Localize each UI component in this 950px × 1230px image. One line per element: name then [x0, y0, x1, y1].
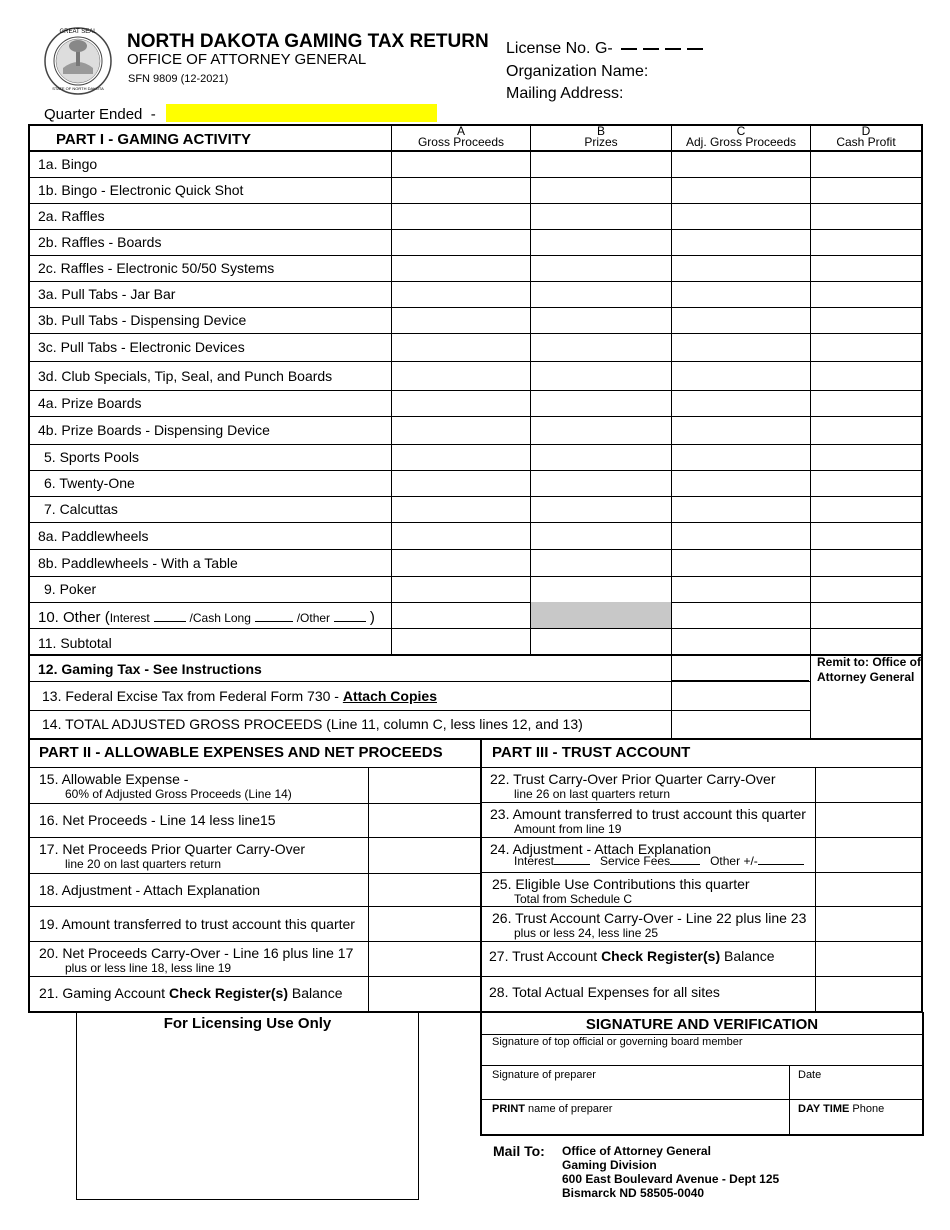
part1-value-cell[interactable] — [672, 445, 809, 469]
signature-title: SIGNATURE AND VERIFICATION — [585, 1016, 819, 1033]
part1-value-cell[interactable] — [531, 151, 670, 176]
part1-value-cell[interactable] — [531, 550, 670, 575]
row-27-trust-register — [489, 948, 775, 964]
organization-name-label: Organization Name: — [506, 63, 649, 80]
row-10-prefix: 10. Other ( — [38, 609, 110, 626]
part2-row-sublabel: line 20 on last quarters return — [65, 857, 222, 871]
part1-value-cell[interactable] — [531, 445, 670, 469]
quarter-ended-label: Quarter Ended - — [44, 106, 156, 123]
part1-value-cell[interactable] — [811, 497, 921, 521]
remit-to-note: Remit to: Office of Attorney General — [817, 655, 921, 684]
print-name-label — [492, 1103, 612, 1115]
part2-value-cell[interactable] — [369, 942, 479, 975]
row-10-other-label: /Other — [296, 611, 331, 625]
part1-row-rule — [28, 602, 922, 603]
row-24-fees: Service Fees — [600, 854, 671, 868]
part1-value-cell[interactable] — [811, 282, 921, 306]
part1-value-cell[interactable] — [811, 151, 921, 176]
part3-row-label: 22. Trust Carry-Over Prior Quarter Carry-Over — [490, 771, 776, 787]
part1-value-cell[interactable] — [811, 178, 921, 202]
license-number-field[interactable] — [506, 40, 709, 58]
part2-value-cell[interactable] — [369, 977, 479, 1010]
col-b-label: Prizes — [584, 135, 618, 149]
part1-row-label: 2c. Raffles - Electronic 50/50 Systems — [38, 260, 275, 276]
row-24-other: Other +/- — [710, 854, 758, 868]
part1-row-label: 4a. Prize Boards — [38, 395, 142, 411]
official-signature-label: Signature of top official or governing board member — [492, 1036, 743, 1048]
official-signature-field[interactable] — [481, 1035, 921, 1065]
col-c-letter: C — [736, 124, 746, 138]
part1-row-label: 3d. Club Specials, Tip, Seal, and Punch Boards — [38, 367, 333, 384]
state-seal — [43, 26, 113, 96]
rule-before-14 — [28, 710, 810, 711]
part1-value-cell[interactable] — [531, 471, 670, 495]
part1-value-cell[interactable] — [392, 391, 530, 415]
part1-value-cell[interactable] — [392, 204, 530, 228]
part3-value-cell[interactable] — [816, 768, 920, 801]
part1-value-cell[interactable] — [672, 256, 809, 280]
part1-value-cell[interactable] — [811, 362, 921, 389]
part1-value-cell[interactable] — [811, 550, 921, 575]
part1-value-cell[interactable] — [531, 577, 670, 601]
part3-row-sublabel: plus or less 24, less line 25 — [514, 926, 659, 940]
part1-value-cell[interactable] — [392, 577, 530, 601]
license-blanks — [621, 40, 709, 58]
part2-row-label: 17. Net Proceeds Prior Quarter Carry-Over — [39, 841, 306, 857]
part1-value-cell[interactable] — [811, 445, 921, 469]
part1-row-label: 7. Calcuttas — [44, 501, 118, 517]
col-d-label: Cash Profit — [836, 135, 896, 149]
part3-value-cell[interactable] — [816, 977, 920, 1010]
row-24-other-blank[interactable] — [758, 864, 804, 865]
seal-bottom-text: STATE OF NORTH DAKOTA — [52, 86, 104, 91]
part1-row-label: 3c. Pull Tabs - Electronic Devices — [38, 339, 245, 355]
part1-title: PART I - GAMING ACTIVITY — [56, 131, 251, 148]
col-d-header — [811, 126, 921, 148]
part1-value-cell[interactable] — [392, 550, 530, 575]
row-12-gaming-tax: 12. Gaming Tax - See Instructions — [38, 661, 262, 677]
row-21-post: Balance — [288, 985, 343, 1001]
daytime-phone-field[interactable] — [790, 1100, 920, 1133]
part1-value-cell[interactable] — [811, 471, 921, 495]
row-14-total-agp: 14. TOTAL ADJUSTED GROSS PROCEEDS (Line 11, column C, less lines 12, and 13) — [42, 716, 583, 732]
part1-value-cell[interactable] — [672, 550, 809, 575]
part1-row-label: 9. Poker — [44, 581, 97, 597]
print-name-field[interactable] — [481, 1100, 789, 1133]
part2-part3-divider — [480, 738, 482, 1012]
part1-value-cell[interactable] — [672, 308, 809, 332]
row-24-interest: Interest — [514, 854, 555, 868]
row-21-bold: Check Register(s) — [168, 985, 289, 1001]
row-27-pre: 27. Trust Account — [489, 948, 602, 964]
part2-row-sublabel: plus or less line 18, less line 19 — [65, 961, 232, 975]
row-27-bold: Check Register(s) — [601, 948, 721, 964]
date-field[interactable] — [790, 1066, 920, 1099]
part1-value-cell[interactable] — [672, 282, 809, 306]
part1-row-label: 2a. Raffles — [38, 208, 105, 224]
rule-before-13 — [28, 681, 810, 682]
part1-value-cell[interactable] — [531, 204, 670, 228]
part1-value-cell[interactable] — [392, 417, 530, 443]
part3-row-sublabel: Amount from line 19 — [514, 822, 622, 836]
part3-row-sublabel: Total from Schedule C — [514, 892, 633, 906]
row-13-federal-excise — [42, 688, 437, 704]
print-rest: name of preparer — [525, 1103, 613, 1115]
licensing-title: For Licensing Use Only — [163, 1015, 332, 1032]
part1-value-cell[interactable] — [392, 445, 530, 469]
daytime-phone-label — [798, 1103, 884, 1115]
part1-value-cell[interactable] — [392, 362, 530, 389]
part1-value-cell[interactable] — [392, 178, 530, 202]
col-a-letter: A — [456, 124, 465, 138]
mail-address — [562, 1144, 779, 1200]
row-10-other — [38, 609, 375, 626]
row-10-prizes-shaded — [531, 602, 671, 628]
part1-value-cell[interactable] — [811, 417, 921, 443]
phone-bold: DAY TIME — [798, 1103, 850, 1115]
part1-value-cell[interactable] — [811, 230, 921, 254]
part1-value-cell[interactable] — [811, 204, 921, 228]
licensing-box — [76, 1012, 419, 1200]
other-blank[interactable] — [334, 621, 366, 622]
part3-row-label: 26. Trust Account Carry-Over - Line 22 plus line 23 — [492, 910, 807, 926]
form-title: NORTH DAKOTA GAMING TAX RETURN — [127, 31, 489, 52]
print-bold: PRINT — [492, 1103, 525, 1115]
phone-rest: Phone — [849, 1103, 885, 1115]
office-name: OFFICE OF ATTORNEY GENERAL — [127, 51, 367, 68]
part1-value-cell[interactable] — [672, 362, 809, 389]
part2-row-label: 18. Adjustment - Attach Explanation — [39, 881, 261, 898]
part2-value-cell[interactable] — [369, 874, 479, 905]
interest-blank[interactable] — [154, 621, 186, 622]
part1-value-cell[interactable] — [811, 577, 921, 601]
part1-row-rule — [28, 628, 922, 629]
part1-value-cell[interactable] — [392, 334, 530, 360]
col-a-header — [392, 126, 530, 148]
part2-value-cell[interactable] — [369, 804, 479, 836]
part1-value-cell[interactable] — [531, 362, 670, 389]
mail-line: Gaming Division — [562, 1158, 657, 1172]
part1-row-label: 8b. Paddlewheels - With a Table — [38, 554, 238, 571]
col-b-header — [531, 126, 671, 148]
part1-value-cell[interactable] — [531, 308, 670, 332]
table-left-border — [28, 124, 30, 1012]
col-d-letter: D — [861, 124, 871, 138]
part1-value-cell[interactable] — [392, 230, 530, 254]
part1-value-cell[interactable] — [672, 334, 809, 360]
part3-value-cell[interactable] — [816, 873, 920, 905]
form-id: SFN 9809 (12-2021) — [128, 73, 229, 85]
part1-value-cell[interactable] — [392, 308, 530, 332]
part1-value-cell[interactable] — [531, 256, 670, 280]
part1-row-label: 3b. Pull Tabs - Dispensing Device — [38, 312, 247, 328]
quarter-ended-input[interactable] — [166, 104, 437, 122]
row-12-value[interactable] — [672, 656, 809, 682]
mail-line: Bismarck ND 58505-0040 — [562, 1186, 705, 1200]
part1-value-cell[interactable] — [392, 523, 530, 548]
part2-row-sublabel: 60% of Adjusted Gross Proceeds (Line 14) — [65, 787, 292, 801]
row-24-fees-blank[interactable] — [670, 864, 700, 865]
preparer-signature-field[interactable] — [481, 1066, 789, 1099]
part1-value-cell[interactable] — [672, 523, 809, 548]
part1-value-cell[interactable] — [392, 256, 530, 280]
part1-value-cell[interactable] — [811, 391, 921, 415]
part1-value-cell[interactable] — [531, 178, 670, 202]
part1-value-cell[interactable] — [392, 497, 530, 521]
part1-row-label: 8a. Paddlewheels — [38, 527, 149, 544]
part1-value-cell[interactable] — [672, 497, 809, 521]
row-21-register-balance — [39, 985, 343, 1001]
part1-value-cell[interactable] — [392, 282, 530, 306]
mailing-address-label: Mailing Address: — [506, 85, 624, 102]
part1-value-cell[interactable] — [392, 471, 530, 495]
part1-value-cell[interactable] — [811, 256, 921, 280]
part1-row-label: 6. Twenty-One — [44, 475, 135, 491]
col-c-header — [672, 126, 810, 148]
row-27-post: Balance — [720, 948, 775, 964]
part2-row-label: 20. Net Proceeds Carry-Over - Line 16 plus line 17 — [39, 945, 354, 961]
row-21-pre: 21. Gaming Account — [39, 985, 169, 1001]
part1-value-cell[interactable] — [672, 577, 809, 601]
part1-value-cell[interactable] — [672, 471, 809, 495]
row-28-total-expenses: 28. Total Actual Expenses for all sites — [489, 984, 720, 1000]
part3-title: PART III - TRUST ACCOUNT — [492, 744, 691, 761]
seal-top-text: GREAT SEAL — [59, 29, 97, 35]
row-24-detail — [514, 854, 804, 868]
part3-row-sublabel: line 26 on last quarters return — [514, 787, 671, 801]
part2-value-cell[interactable] — [369, 907, 479, 940]
table-right-border — [921, 124, 923, 1012]
part1-row-label: 1a. Bingo — [38, 155, 98, 172]
part3-row-label: 24. Adjustment - Attach Explanation — [490, 841, 712, 857]
date-label: Date — [798, 1069, 822, 1081]
part1-value-cell[interactable] — [531, 230, 670, 254]
part2-row-label: 15. Allowable Expense - — [39, 771, 189, 787]
row-10-interest: Interest — [109, 611, 150, 625]
part1-value-cell[interactable] — [531, 334, 670, 360]
part1-row-label: 5. Sports Pools — [44, 449, 139, 465]
part3-value-cell[interactable] — [816, 942, 920, 975]
part1-row-label: 2b. Raffles - Boards — [38, 234, 162, 250]
cash-long-blank[interactable] — [255, 621, 293, 622]
attach-copies-link: Attach Copies — [342, 688, 437, 704]
license-label: License No. G- — [506, 40, 613, 57]
part1-value-cell[interactable] — [531, 391, 670, 415]
part1-value-cell[interactable] — [811, 334, 921, 360]
part1-row-label: 4b. Prize Boards - Dispensing Device — [38, 422, 270, 438]
mail-to-label: Mail To: — [493, 1143, 545, 1159]
row-24-interest-blank[interactable] — [554, 864, 590, 865]
part1-row-label: 3a. Pull Tabs - Jar Bar — [38, 286, 176, 302]
part1-value-cell[interactable] — [811, 523, 921, 548]
part3-row-label: 25. Eligible Use Contributions this quarter — [492, 876, 750, 892]
part1-value-cell[interactable] — [531, 497, 670, 521]
part1-row-label: 1b. Bingo - Electronic Quick Shot — [38, 182, 244, 198]
row-10-close: ) — [369, 609, 375, 626]
part3-row-label: 23. Amount transferred to trust account this quarter — [490, 806, 806, 822]
part2-value-cell[interactable] — [369, 838, 479, 872]
part1-value-cell[interactable] — [531, 417, 670, 443]
row-10-cash-long: /Cash Long — [189, 611, 251, 625]
part1-value-cell[interactable] — [672, 204, 809, 228]
part1-value-cell[interactable] — [531, 523, 670, 548]
part2-row-label: 19. Amount transferred to trust account this quarter — [39, 915, 355, 932]
part1-value-cell[interactable] — [672, 230, 809, 254]
part1-value-cell[interactable] — [392, 151, 530, 176]
part2-row-label: 16. Net Proceeds - Line 14 less line15 — [39, 812, 276, 828]
row-11-subtotal: 11. Subtotal — [38, 635, 112, 651]
col-c-label: Adj. Gross Proceeds — [685, 135, 797, 149]
part3-value-cell[interactable] — [816, 838, 920, 871]
part1-value-cell[interactable] — [672, 178, 809, 202]
part3-value-cell[interactable] — [816, 803, 920, 836]
part2-value-cell[interactable] — [369, 768, 479, 802]
mail-line: Office of Attorney General — [562, 1144, 711, 1158]
part3-value-cell[interactable] — [816, 907, 920, 940]
row-13-text: 13. Federal Excise Tax from Federal Form 730 - — [42, 688, 343, 704]
part2-top-border — [28, 738, 922, 740]
mail-line: 600 East Boulevard Avenue - Dept 125 — [562, 1172, 780, 1186]
part1-value-cell[interactable] — [672, 151, 809, 176]
part1-value-cell[interactable] — [531, 282, 670, 306]
col-b-letter: B — [596, 124, 605, 138]
part2-title: PART II - ALLOWABLE EXPENSES AND NET PROCEEDS — [39, 744, 443, 761]
part1-value-cell[interactable] — [672, 391, 809, 415]
col-a-label: Gross Proceeds — [417, 135, 505, 149]
part1-value-cell[interactable] — [672, 417, 809, 443]
preparer-signature-label: Signature of preparer — [492, 1069, 596, 1081]
part1-value-cell[interactable] — [811, 308, 921, 332]
